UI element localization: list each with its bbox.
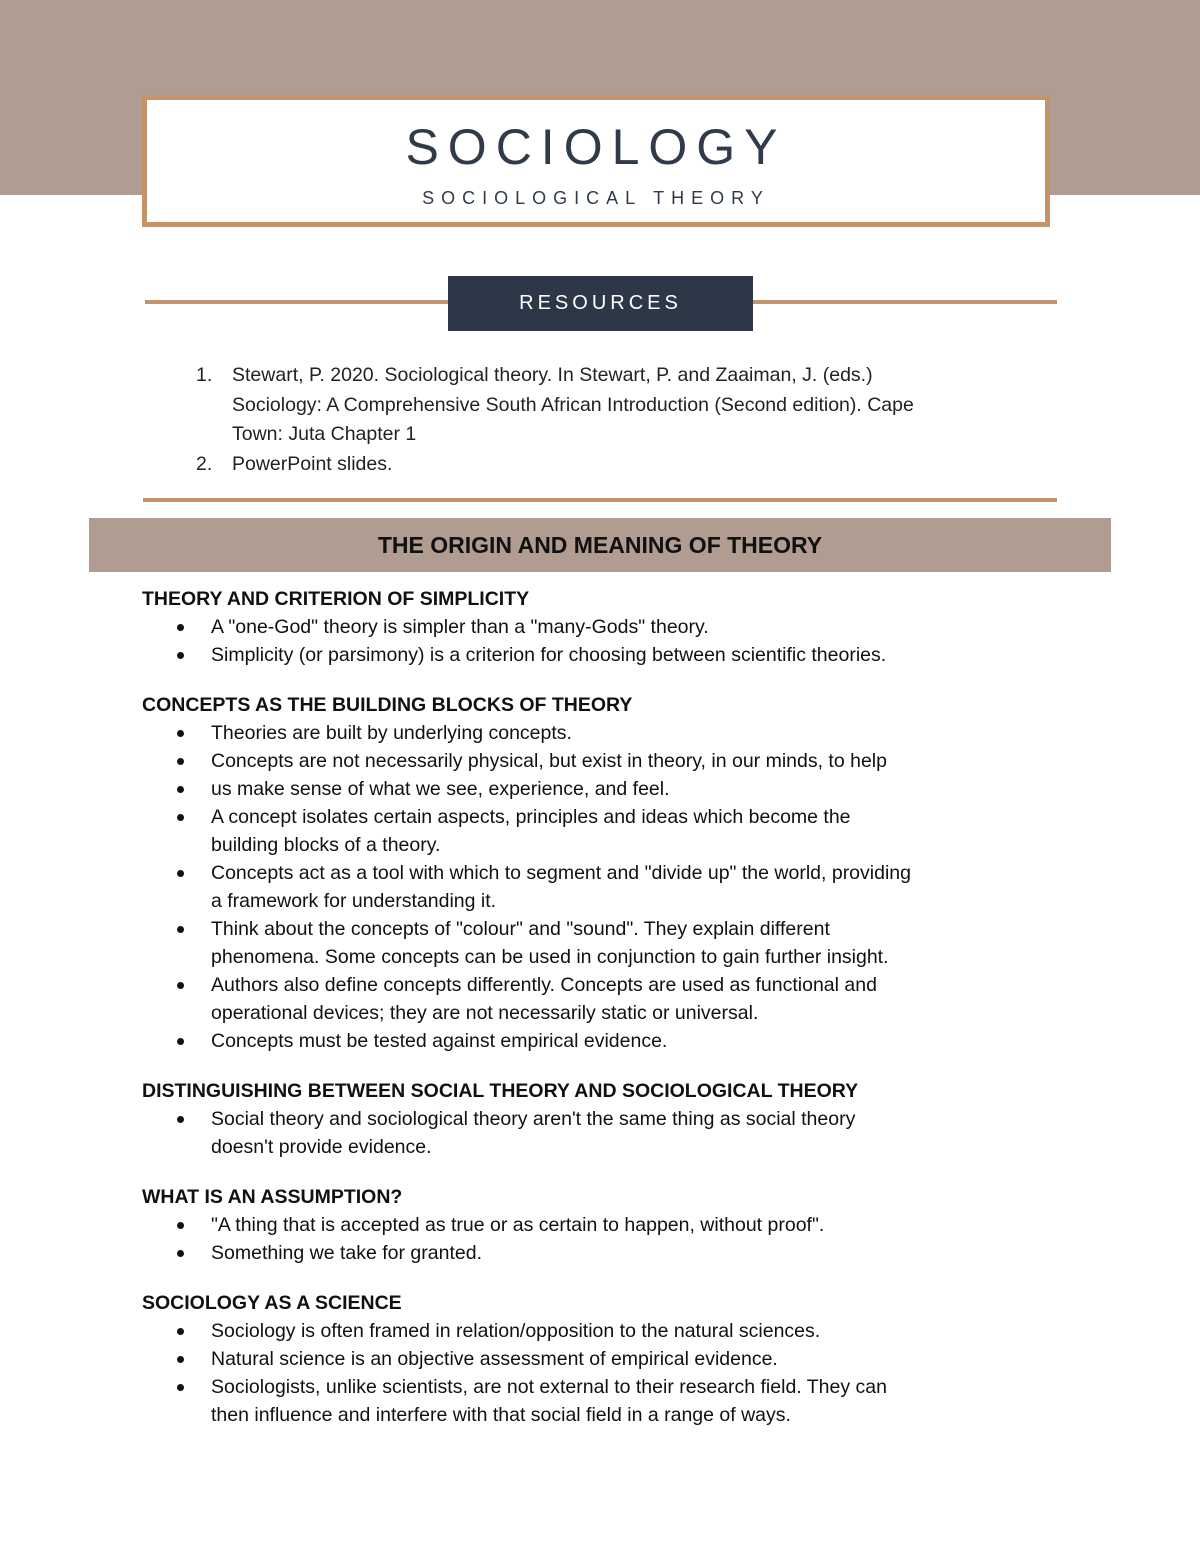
bullet-line: building blocks of a theory. (211, 834, 441, 856)
resource-number: 1. (196, 364, 213, 386)
bullet-item (142, 641, 1072, 669)
divider-left (145, 300, 448, 304)
bullet-line: Theories are built by underlying concepts. (211, 722, 572, 744)
document-subtitle: SOCIOLOGICAL THEORY (422, 188, 770, 208)
subsection-heading: CONCEPTS AS THE BUILDING BLOCKS OF THEORY (142, 694, 633, 716)
title-box (142, 95, 1050, 227)
subsection-heading: WHAT IS AN ASSUMPTION? (142, 1186, 403, 1208)
resource-number: 2. (196, 452, 213, 475)
bullet-list (142, 1317, 1072, 1429)
bullet-line: Concepts act as a tool with which to segment and "divide up" the world, providing (211, 862, 911, 884)
bullet-line: Simplicity (or parsimony) is a criterion for choosing between scientific theories. (211, 644, 887, 666)
bullet-line: phenomena. Some concepts can be used in conjunction to gain further insight. (211, 946, 889, 968)
bullet-item (142, 719, 1072, 747)
bullet-line: Authors also define concepts differently. Concepts are used as functional and (211, 974, 877, 996)
subsection-heading: SOCIOLOGY AS A SCIENCE (142, 1292, 402, 1314)
section-content (142, 585, 1072, 1451)
section-title: THE ORIGIN AND MEANING OF THEORY (89, 518, 1111, 572)
bullet-line: Concepts must be tested against empirical evidence. (211, 1030, 668, 1052)
bullet-item (142, 1027, 1072, 1055)
bullet-line: then influence and interfere with that social field in a range of ways. (211, 1404, 791, 1426)
resource-item (190, 450, 1010, 480)
bullet-item (142, 1345, 1072, 1373)
bullet-item (142, 613, 1072, 641)
bullet-line: Concepts are not necessarily physical, but exist in theory, in our minds, to help (211, 750, 887, 772)
bullet-line: A "one-God" theory is simpler than a "many-Gods" theory. (211, 616, 709, 638)
divider-right (753, 300, 1057, 304)
resources-label: RESOURCES (448, 276, 753, 331)
resources-list (190, 361, 1010, 479)
resource-line: Stewart, P. 2020. Sociological theory. In Stewart, P. and Zaaiman, J. (eds.) (232, 364, 873, 386)
bullet-line: A concept isolates certain aspects, principles and ideas which become the (211, 806, 851, 828)
subsection-heading: DISTINGUISHING BETWEEN SOCIAL THEORY AND SOCIOLOGICAL THEORY (142, 1080, 859, 1102)
bullet-line: doesn't provide evidence. (211, 1136, 432, 1158)
bullet-item (142, 1373, 1072, 1429)
bullet-item (142, 803, 1072, 859)
bullet-item (142, 859, 1072, 915)
resource-line: PowerPoint slides. (232, 452, 393, 475)
bullet-line: Sociology is often framed in relation/opposition to the natural sciences. (211, 1320, 821, 1342)
bullet-item (142, 971, 1072, 1027)
bullet-line: Something we take for granted. (211, 1242, 482, 1264)
resource-item (190, 361, 1010, 450)
bullet-line: Sociologists, unlike scientists, are not external to their research field. They can (211, 1376, 887, 1398)
bullet-line: Social theory and sociological theory aren't the same thing as social theory (211, 1108, 856, 1130)
subsection-heading: THEORY AND CRITERION OF SIMPLICITY (142, 588, 530, 610)
divider-bottom (143, 498, 1057, 502)
bullet-item (142, 747, 1072, 775)
bullet-line: Think about the concepts of "colour" and "sound". They explain different (211, 918, 830, 940)
bullet-item (142, 1239, 1072, 1267)
bullet-item (142, 915, 1072, 971)
bullet-list (142, 1105, 1072, 1161)
bullet-line: a framework for understanding it. (211, 890, 497, 912)
bullet-line: "A thing that is accepted as true or as certain to happen, without proof". (211, 1214, 825, 1236)
document-title: SOCIOLOGY (405, 119, 787, 175)
bullet-item (142, 1105, 1072, 1161)
bullet-line: operational devices; they are not necessarily static or universal. (211, 1002, 759, 1024)
bullet-list (142, 613, 1072, 669)
bullet-item (142, 1211, 1072, 1239)
bullet-list (142, 1211, 1072, 1267)
bullet-item (142, 775, 1072, 803)
resource-line: Sociology: A Comprehensive South African Introduction (Second edition). Cape (232, 393, 914, 416)
bullet-line: Natural science is an objective assessment of empirical evidence. (211, 1348, 778, 1370)
bullet-list (142, 719, 1072, 1055)
bullet-line: us make sense of what we see, experience, and feel. (211, 778, 670, 800)
resource-line: Town: Juta Chapter 1 (232, 423, 417, 445)
bullet-item (142, 1317, 1072, 1345)
